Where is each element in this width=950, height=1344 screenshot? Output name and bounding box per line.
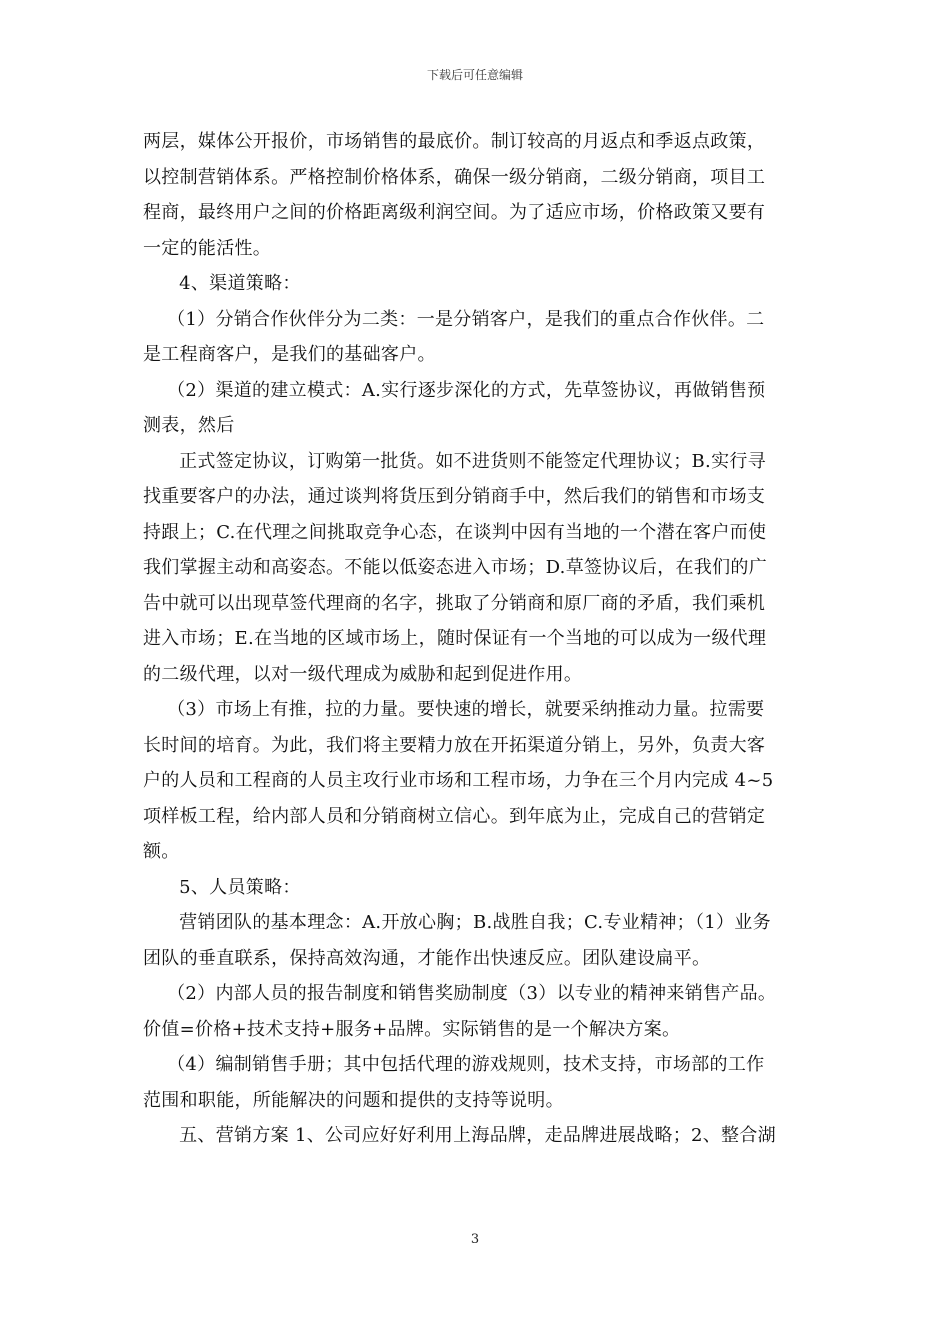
text-line: 是工程商客户，是我们的基础客户。 bbox=[143, 344, 436, 365]
text-line: 找重要客户的办法，通过谈判将货压到分销商手中，然后我们的销售和市场支 bbox=[143, 486, 766, 507]
document-body bbox=[143, 124, 815, 1154]
text-line: 正式签定协议，订购第一批货。如不进货则不能签定代理协议；B.实行寻 bbox=[143, 450, 766, 472]
text-line: 程商，最终用户之间的价格距离级利润空间。为了适应市场，价格政策又要有 bbox=[143, 202, 766, 223]
text-line: （3）市场上有推，拉的力量。要快速的增长，就要采纳推动力量。拉需要 bbox=[143, 699, 765, 720]
text-line: 额。 bbox=[143, 841, 180, 862]
text-line: （2）渠道的建立模式：A.实行逐步深化的方式，先草签协议，再做销售预 bbox=[143, 379, 766, 401]
text-line: 一定的能活性。 bbox=[143, 237, 272, 259]
text-line: 营销团队的基本理念：A.开放心胸；B.战胜自我；C.专业精神；（1）业务 bbox=[143, 912, 771, 933]
text-line: 以控制营销体系。严格控制价格体系，确保一级分销商，二级分销商，项目工 bbox=[143, 166, 766, 188]
text-line: （2）内部人员的报告制度和销售奖励制度（3）以专业的精神来销售产品。 bbox=[143, 983, 777, 1004]
section-heading-personnel-strategy: 5、人员策略： bbox=[143, 876, 301, 898]
page-number: 3 bbox=[470, 1232, 480, 1247]
text-line: 的二级代理，以对一级代理成为威胁和起到促进作用。 bbox=[143, 663, 583, 685]
text-line: 进入市场；E.在当地的区域市场上，随时保证有一个当地的可以成为一级代理 bbox=[143, 628, 767, 649]
section-heading-channel-strategy: 4、渠道策略： bbox=[143, 273, 301, 294]
text-line: 价值=价格+技术支持+服务+品牌。实际销售的是一个解决方案。 bbox=[143, 1018, 681, 1040]
text-line: 我们掌握主动和高姿态。不能以低姿态进入市场；D.草签协议后，在我们的广 bbox=[143, 557, 768, 578]
text-line: （4）编制销售手册；其中包括代理的游戏规则，技术支持，市场部的工作 bbox=[143, 1054, 765, 1075]
text-line: 持跟上；C.在代理之间挑取竞争心态，在谈判中因有当地的一个潜在客户而使 bbox=[143, 521, 767, 543]
text-line: 五、营销方案 1、公司应好好利用上海品牌，走品牌进展战略；2、整合湖 bbox=[143, 1125, 776, 1146]
text-line: 团队的垂直联系，保持高效沟通，才能作出快速反应。团队建设扁平。 bbox=[143, 947, 711, 969]
text-line: 两层，媒体公开报价，市场销售的最底价。制订较高的月返点和季返点政策， bbox=[143, 131, 766, 152]
page-header: 下载后可任意编辑 bbox=[426, 68, 523, 82]
text-line: 测表，然后 bbox=[143, 415, 235, 436]
text-line: （1）分销合作伙伴分为二类：一是分销客户，是我们的重点合作伙伴。二 bbox=[143, 308, 765, 330]
text-line: 长时间的培育。为此，我们将主要精力放在开拓渠道分销上，另外，负责大客 bbox=[143, 734, 766, 756]
text-line: 告中就可以出现草签代理商的名字，挑取了分销商和原厂商的矛盾，我们乘机 bbox=[143, 592, 766, 614]
text-line: 范围和职能，所能解决的问题和提供的支持等说明。 bbox=[143, 1089, 564, 1111]
text-line: 项样板工程，给内部人员和分销商树立信心。到年底为止，完成自己的营销定 bbox=[143, 805, 766, 827]
text-line: 户的人员和工程商的人员主攻行业市场和工程市场，力争在三个月内完成 4~5 bbox=[143, 770, 774, 791]
